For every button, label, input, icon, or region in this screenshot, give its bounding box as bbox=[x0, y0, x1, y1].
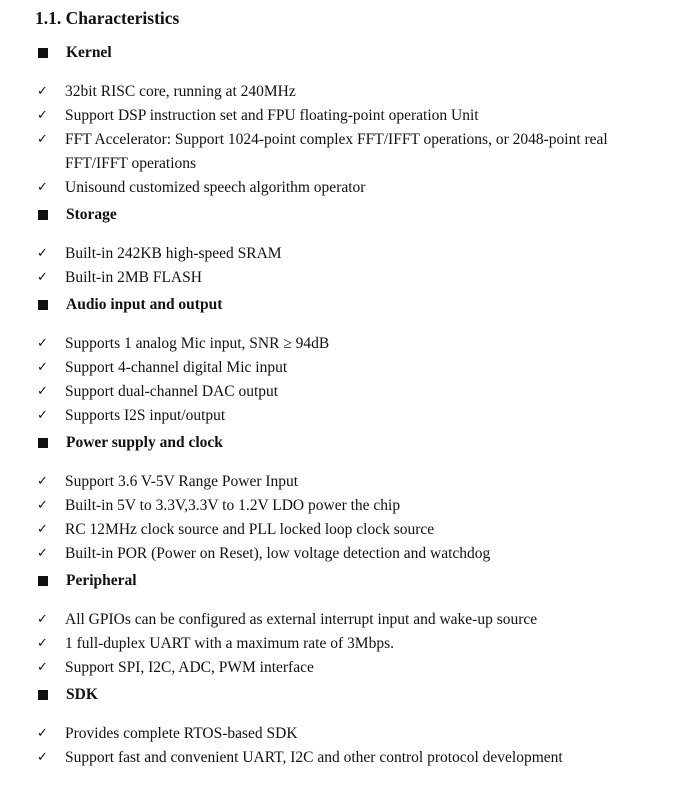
list-item bbox=[35, 404, 689, 428]
section-heading-text: Kernel bbox=[66, 44, 112, 61]
list-item-text: Unisound customized speech algorithm operator bbox=[65, 179, 366, 196]
checkmark-icon: ✓ bbox=[37, 750, 48, 765]
list-item bbox=[35, 332, 689, 356]
list-item bbox=[35, 656, 689, 680]
list-item-text: All GPIOs can be configured as external interrupt input and wake-up source bbox=[65, 611, 538, 628]
checkmark-icon: ✓ bbox=[37, 270, 48, 285]
list-item bbox=[35, 494, 689, 518]
list-item bbox=[35, 242, 689, 266]
list-item-text: Built-in 242KB high-speed SRAM bbox=[65, 245, 282, 262]
checkmark-icon: ✓ bbox=[37, 636, 48, 651]
list-item bbox=[35, 80, 689, 104]
list-item-text: Support fast and convenient UART, I2C and other control protocol development bbox=[65, 749, 563, 766]
list-item bbox=[35, 542, 689, 566]
square-bullet-icon bbox=[38, 576, 48, 586]
section-heading bbox=[35, 41, 689, 65]
list-item-text: Built-in 2MB FLASH bbox=[65, 269, 202, 286]
square-bullet-icon bbox=[38, 300, 48, 310]
checkmark-icon: ✓ bbox=[37, 132, 48, 147]
checkmark-icon: ✓ bbox=[37, 108, 48, 123]
list-item-text: Provides complete RTOS-based SDK bbox=[65, 725, 298, 742]
list-item bbox=[35, 356, 689, 380]
checkmark-icon: ✓ bbox=[37, 474, 48, 489]
list-item-text: 1 full-duplex UART with a maximum rate of 3Mbps. bbox=[65, 635, 394, 652]
checkmark-icon: ✓ bbox=[37, 384, 48, 399]
list-item-text: Built-in POR (Power on Reset), low voltage detection and watchdog bbox=[65, 545, 491, 562]
list-item bbox=[35, 104, 689, 128]
section-heading-text: SDK bbox=[66, 686, 98, 703]
list-item-text: Support dual-channel DAC output bbox=[65, 383, 279, 400]
section-heading bbox=[35, 293, 689, 317]
checkmark-icon: ✓ bbox=[37, 408, 48, 423]
checkmark-icon: ✓ bbox=[37, 612, 48, 627]
list-item bbox=[35, 266, 689, 290]
section-heading bbox=[35, 683, 689, 707]
list-item bbox=[35, 722, 689, 746]
list-item-text: FFT Accelerator: Support 1024-point complex FFT/IFFT operations, or 2048-point real FFT/IFFT operations bbox=[65, 131, 608, 172]
checkmark-icon: ✓ bbox=[37, 360, 48, 375]
section-title: 1.1. Characteristics bbox=[35, 8, 180, 28]
square-bullet-icon bbox=[38, 210, 48, 220]
checkmark-icon: ✓ bbox=[37, 726, 48, 741]
list-item bbox=[35, 746, 689, 770]
list-item-text: Support SPI, I2C, ADC, PWM interface bbox=[65, 659, 314, 676]
list-item bbox=[35, 470, 689, 494]
list-item bbox=[35, 380, 689, 404]
section-heading bbox=[35, 431, 689, 455]
list-item-text: Supports 1 analog Mic input, SNR ≥ 94dB bbox=[65, 335, 330, 352]
list-item bbox=[35, 632, 689, 656]
list-item-text: Support 4-channel digital Mic input bbox=[65, 359, 288, 376]
section-heading-text: Power supply and clock bbox=[66, 434, 223, 451]
section-heading-text: Storage bbox=[66, 206, 117, 223]
list-item bbox=[35, 518, 689, 542]
checkmark-icon: ✓ bbox=[37, 336, 48, 351]
list-item-text: RC 12MHz clock source and PLL locked loop clock source bbox=[65, 521, 435, 538]
list-item bbox=[35, 608, 689, 632]
checkmark-icon: ✓ bbox=[37, 522, 48, 537]
square-bullet-icon bbox=[38, 690, 48, 700]
list-item-text: Support DSP instruction set and FPU floating-point operation Unit bbox=[65, 107, 479, 124]
section-heading bbox=[35, 203, 689, 227]
list-item-text: Support 3.6 V-5V Range Power Input bbox=[65, 473, 299, 490]
list-item bbox=[35, 176, 689, 200]
square-bullet-icon bbox=[38, 438, 48, 448]
section-heading bbox=[35, 569, 689, 593]
characteristics-list bbox=[35, 41, 689, 770]
list-item-text: Built-in 5V to 3.3V,3.3V to 1.2V LDO power the chip bbox=[65, 497, 401, 514]
section-heading-text: Audio input and output bbox=[66, 296, 223, 313]
section-heading-text: Peripheral bbox=[66, 572, 137, 589]
checkmark-icon: ✓ bbox=[37, 660, 48, 675]
list-item-text: 32bit RISC core, running at 240MHz bbox=[65, 83, 296, 100]
checkmark-icon: ✓ bbox=[37, 180, 48, 195]
square-bullet-icon bbox=[38, 48, 48, 58]
list-item bbox=[35, 128, 689, 176]
checkmark-icon: ✓ bbox=[37, 498, 48, 513]
checkmark-icon: ✓ bbox=[37, 246, 48, 261]
checkmark-icon: ✓ bbox=[37, 84, 48, 99]
checkmark-icon: ✓ bbox=[37, 546, 48, 561]
list-item-text: Supports I2S input/output bbox=[65, 407, 226, 424]
